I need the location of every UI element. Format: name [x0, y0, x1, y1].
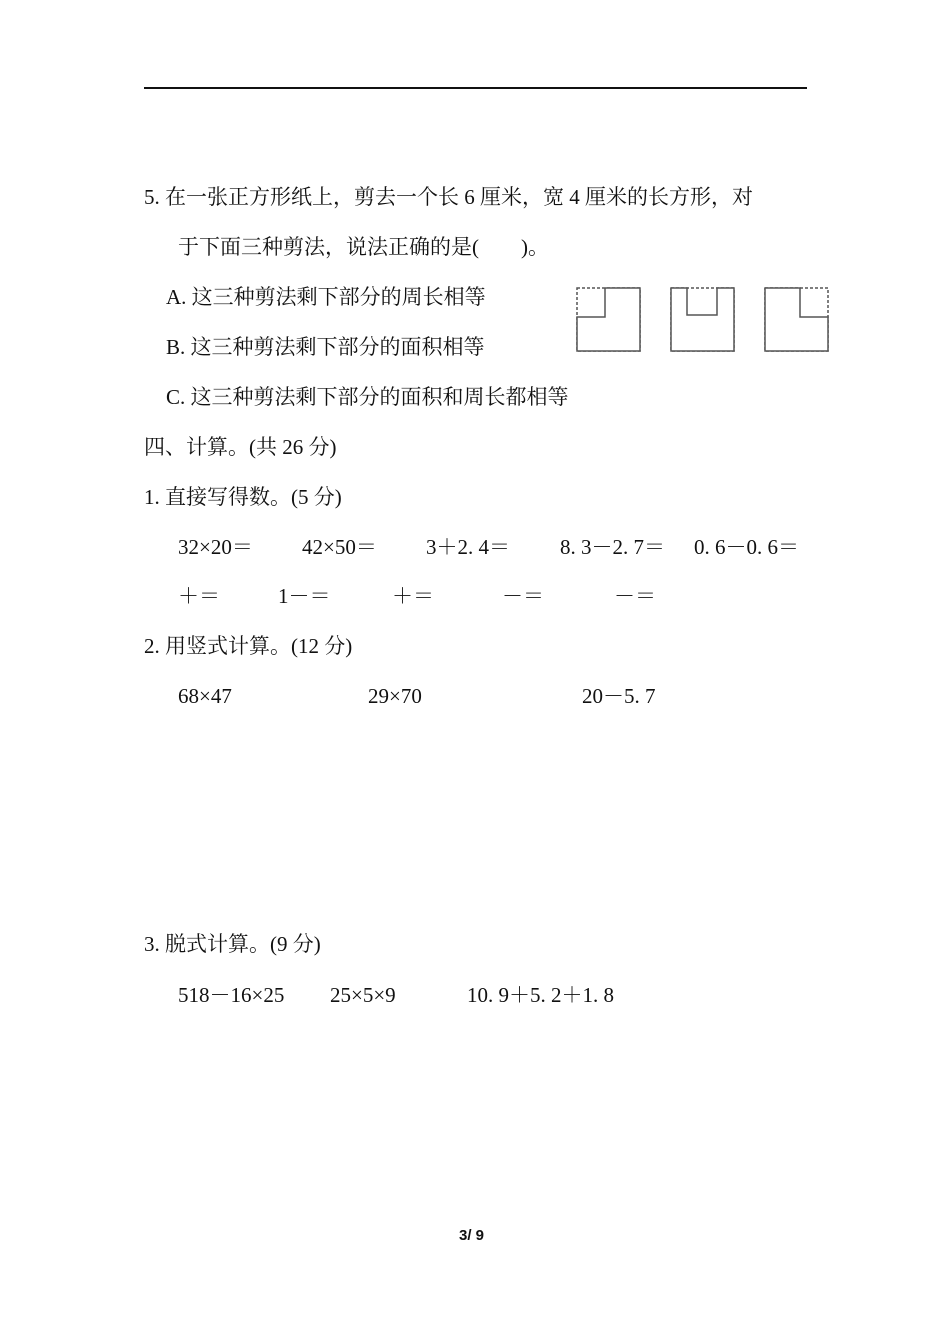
page-number: 3/ 9	[459, 1227, 485, 1244]
oral-calc-item: 32×20＝	[178, 535, 253, 559]
oral-calc-item: 8. 3－2. 7＝	[560, 535, 665, 559]
cut-figure-corner	[576, 287, 642, 353]
q5-option-c: C. 这三种剪法剩下部分的面积和周长都相等	[166, 385, 569, 409]
step-calc-item: 518－16×25	[178, 983, 285, 1007]
part3-title: 3. 脱式计算。(9 分)	[144, 932, 321, 956]
oral-calc-item: ＋＝	[392, 584, 434, 608]
cut-figure-right-corner	[764, 287, 830, 353]
vertical-calc-item: 68×47	[178, 684, 232, 708]
q5-option-b: B. 这三种剪法剩下部分的面积相等	[166, 335, 485, 359]
oral-calc-item: 1－＝	[278, 584, 331, 608]
part1-title: 1. 直接写得数。(5 分)	[144, 485, 342, 509]
oral-calc-item: 3＋2. 4＝	[426, 535, 510, 559]
q5-line1: 5. 在一张正方形纸上，剪去一个长 6 厘米，宽 4 厘米的长方形，对	[144, 185, 753, 209]
step-calc-item: 10. 9＋5. 2＋1. 8	[467, 983, 614, 1007]
oral-calc-item: ＋＝	[178, 584, 220, 608]
q5-line2: 于下面三种剪法，说法正确的是( )。	[178, 235, 549, 259]
oral-calc-item: 0. 6－0. 6＝	[694, 535, 799, 559]
cut-figure-middle	[670, 287, 736, 353]
oral-calc-item: 42×50＝	[302, 535, 377, 559]
vertical-calc-item: 20－5. 7	[582, 684, 656, 708]
header-rule	[144, 87, 807, 89]
part2-title: 2. 用竖式计算。(12 分)	[144, 634, 353, 658]
q5-option-a: A. 这三种剪法剩下部分的周长相等	[166, 285, 486, 309]
section4-title: 四、计算。(共 26 分)	[144, 435, 337, 459]
oral-calc-item: －＝	[614, 584, 656, 608]
vertical-calc-item: 29×70	[368, 684, 422, 708]
oral-calc-item: －＝	[502, 584, 544, 608]
step-calc-item: 25×5×9	[330, 983, 396, 1007]
